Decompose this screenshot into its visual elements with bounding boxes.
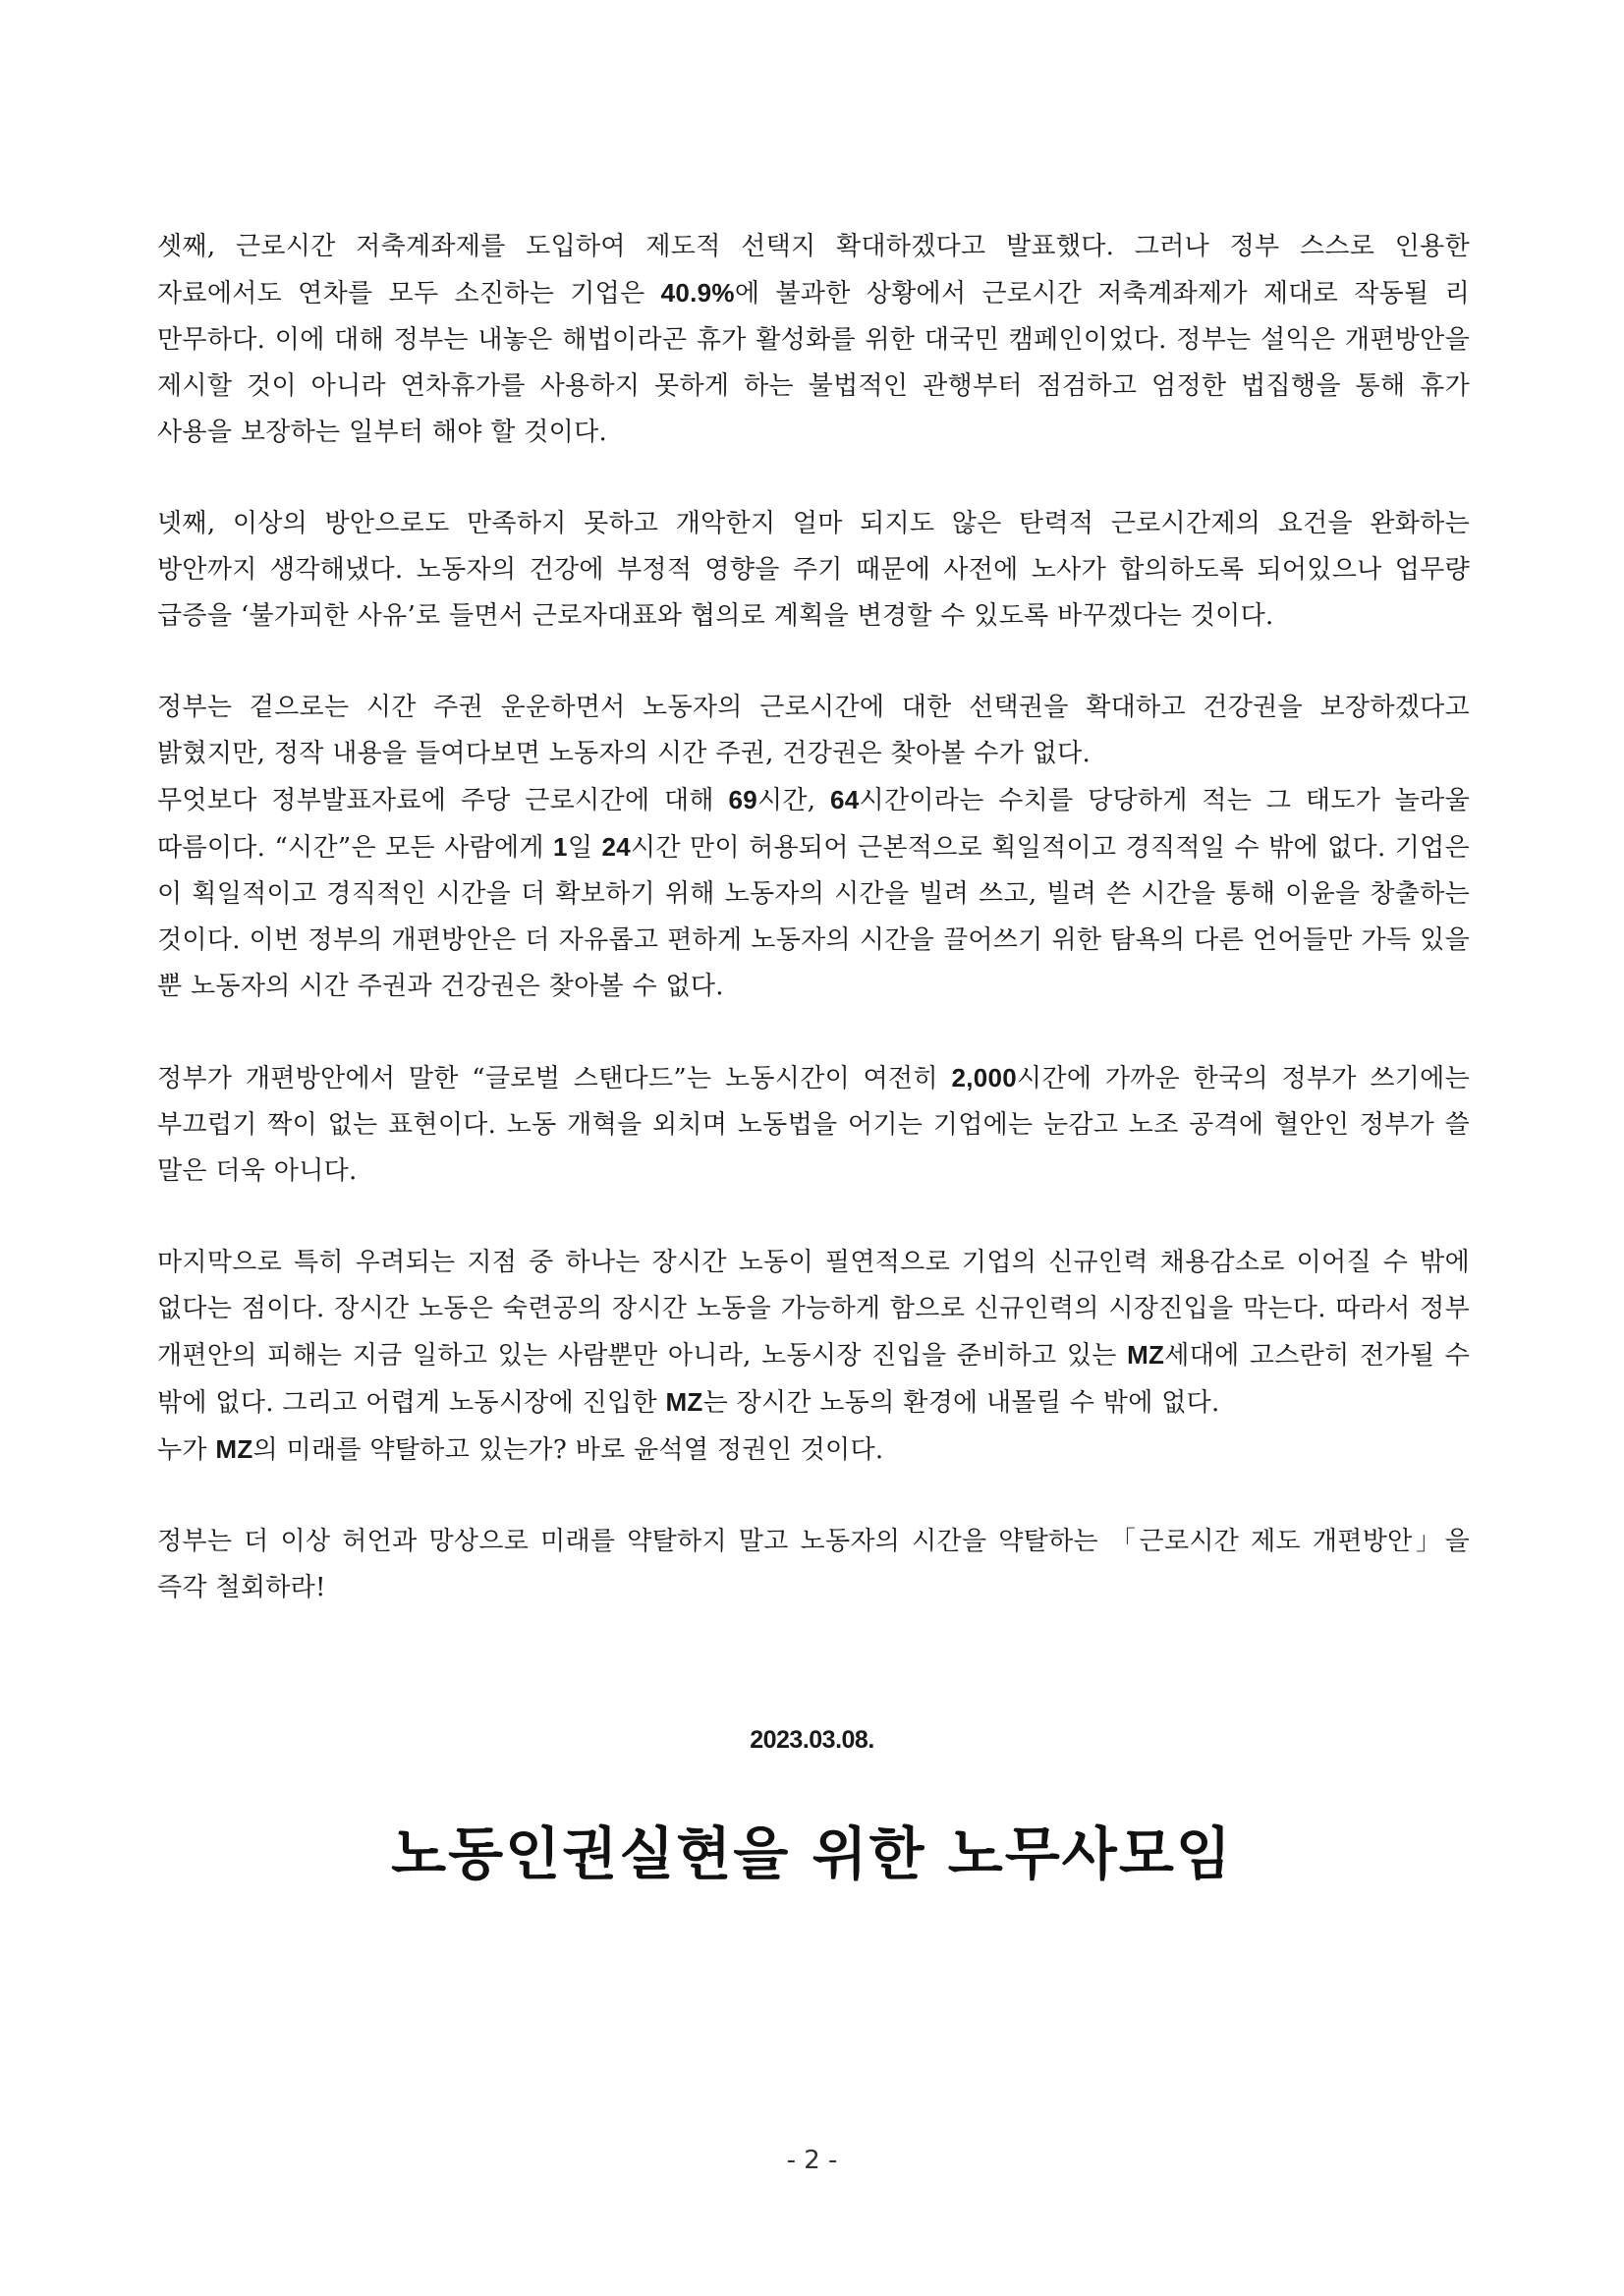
paragraph-third-point-text-a: 셋째, 근로시간 저축계좌제를 도입하여 제도적 선택지 확대하겠다고 발표했다. 그러나 정부 스스로 인용한 자료에서도 연차를 모두 소진하는 기업은 [157,232,1470,308]
paragraph-working-hours-figures [157,777,1470,1010]
text-span: 시간, [756,786,830,815]
stat-64-hours: 64 [830,785,860,814]
text-span: 시간이라는 수치를 당당하게 적는 그 태도가 놀라울 따름이다. “시간”은 모든 사람에게 [157,786,1470,863]
paragraph-third-point [157,224,1470,456]
paragraph-time-sovereignty: 정부는 겉으로는 시간 주권 운운하면서 노동자의 근로시간에 대한 선택권을 확대하고 건강권을 보장하겠다고 밝혔지만, 정작 내용을 들여다보면 노동자의 시간 주권, 건강권은 찾아볼 수가 없다. [157,693,1470,768]
organization-signature: 노동인권실현을 위한 노무사모임 [391,1820,1233,1887]
document-date: 2023.03.08. [750,1726,874,1754]
paragraph-mz-generation [157,1240,1470,1427]
paragraph-demand: 정부는 더 이상 허언과 망상으로 미래를 약탈하지 말고 노동자의 시간을 약탈하는 「근로시간 제도 개편방안」을 즉각 철회하라! [157,1527,1470,1602]
term-mz: MZ [665,1387,703,1417]
stat-69-hours: 69 [728,785,757,814]
text-span: 일 [567,833,602,863]
text-span: 정부가 개편방안에서 말한 “글로벌 스탠다드”는 노동시간이 여전히 [157,1064,952,1093]
text-span: 시간 만이 허용되어 근본적으로 획일적이고 경직적일 수 밖에 없다. 기업은 이 획일적이고 경직적인 시간을 더 확보하기 위해 노동자의 시간을 빌려 쓰고, 빌려 쓴 시간을 통해 이윤을 창출하는 것이다. 이번 정부의 개편방안은 더 자유롭고 편하게 노동자의 시간을 끌어쓰기 위한 탐욕의 다른 언어들만 가득 있을 뿐 노동자의 시간 주권과 건강권은 찾아볼 수 없다. [157,833,1470,1001]
text-span: 의 미래를 약탈하고 있는가? 바로 윤석열 정권인 것이다. [252,1435,884,1465]
text-span: 시간에 가까운 한국의 정부가 쓰기에는 부끄럽기 짝이 없는 표현이다. 노동 개혁을 외치며 노동법을 어기는 기업에는 눈감고 노조 공격에 혈안인 정부가 쓸 말은 더욱 아니다. [157,1064,1470,1186]
stat-1-day: 1 [553,832,568,862]
stat-40-9-percent: 40.9% [660,278,735,308]
stat-2000-hours: 2,000 [951,1063,1018,1092]
page-number: - 2 - [786,2146,838,2175]
paragraph-global-standard [157,1055,1470,1195]
paragraph-who-steals-future [157,1427,1470,1474]
text-span: 세대에 고스란히 전가될 수 밖에 없다. 그리고 어렵게 노동시장에 진입한 [157,1341,1471,1418]
term-mz: MZ [1127,1340,1165,1370]
term-mz: MZ [215,1434,253,1464]
text-span: 는 장시간 노동의 환경에 내몰릴 수 밖에 없다. [702,1388,1220,1418]
text-span: 마지막으로 특히 우려되는 지점 중 하나는 장시간 노동이 필연적으로 기업의 신규인력 채용감소로 이어질 수 밖에 없다는 점이다. 장시간 노동은 숙련공의 장시간 노동을 가능하게 함으로 신규인력의 시장진입을 막는다. 따라서 정부 개편안의 피해는 지금 일하고 있는 사람뿐만 아니라, 노동시장 진입을 준비하고 있는 [157,1248,1470,1371]
paragraph-third-point-text-c: 에 불과한 상황에서 근로시간 저축계좌제가 제대로 작동될 리 만무하다. 이에 대해 정부는 내놓은 해법이라곤 휴가 활성화를 위한 대국민 캠페인이었다. 정부는 설익은 개편방안을 제시할 것이 아니라 연차휴가를 사용하지 못하게 하는 불법적인 관행부터 점검하고 엄정한 법집행을 통해 휴가 사용을 보장하는 일부터 해야 할 것이다. [157,279,1470,447]
document-body [157,224,1470,1656]
text-span: 무엇보다 정부발표자료에 주당 근로시간에 대해 [157,786,729,815]
paragraph-fourth-point: 넷째, 이상의 방안으로도 만족하지 못하고 개악한지 얼마 되지도 않은 탄력적 근로시간제의 요건을 완화하는 방안까지 생각해냈다. 노동자의 건강에 부정적 영향을 주기 때문에 사전에 노사가 합의하도록 되어있으나 업무량 급증을 ‘불가피한 사유’로 들면서 근로자대표와 협의로 계획을 변경할 수 있도록 바꾸겠다는 것이다. [157,509,1470,631]
stat-24-hours: 24 [601,832,631,862]
text-span: 누가 [157,1435,216,1465]
